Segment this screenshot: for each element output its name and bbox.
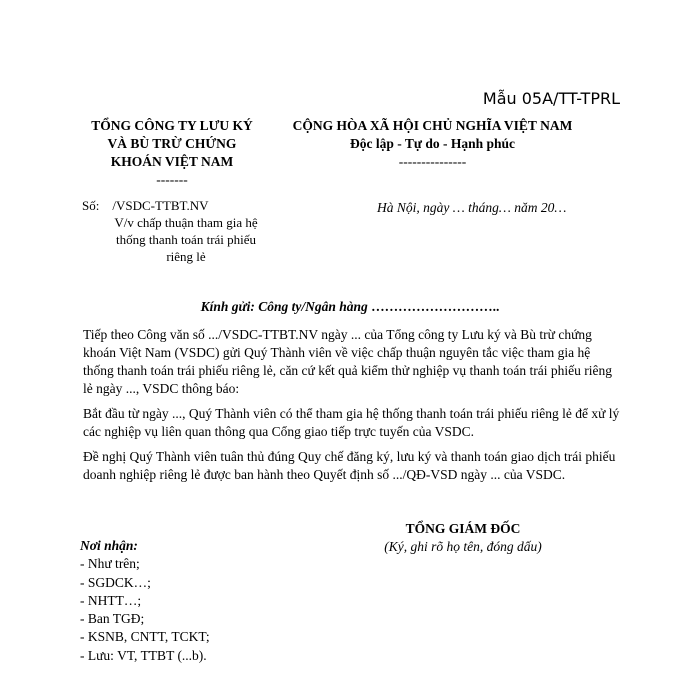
recipient-item: - NHTT…; (80, 592, 142, 608)
subject-line: riêng lẻ (166, 249, 206, 264)
organization-header (72, 117, 272, 189)
nation-separator: --------------- (398, 154, 467, 169)
organization-name-line: TỔNG CÔNG TY LƯU KÝ (91, 118, 253, 133)
subject-line: V/v chấp thuận tham gia hệ (114, 215, 258, 230)
nation-motto: Độc lập - Tự do - Hạnh phúc (349, 136, 516, 151)
recipient-item: - KSNB, CNTT, TCKT; (80, 629, 210, 645)
recipient-item: - Như trên; (80, 556, 140, 572)
salutation-label: Kính gửi: Công ty/Ngân hàng (200, 299, 368, 314)
letter-body (83, 326, 623, 491)
nation-title: CỘNG HÒA XÃ HỘI CHỦ NGHĨA VIỆT NAM (292, 118, 573, 133)
body-paragraph: Tiếp theo Công văn số .../VSDC-TTBT.NV ngày ... của Tổng công ty Lưu ký và Bù trừ chứng khoán Việt Nam (VSDC) gửi Quý Thành viên về việc chấp thuận nguyên tắc việc tham gia hệ thống thanh toán trái phiếu riêng lẻ, căn cứ kết quả kiểm thử nghiệp vụ thanh toán trái phiếu riêng lẻ ngày ..., VSDC thông báo: (83, 327, 612, 396)
recipient-item: - Ban TGĐ; (80, 611, 145, 627)
recipients-list (80, 537, 210, 665)
body-paragraph: Bắt đầu từ ngày ..., Quý Thành viên có thể tham gia hệ thống thanh toán trái phiếu riêng lẻ để xử lý các nghiệp vụ liên quan thông qua Cổng giao tiếp trực tuyến của VSDC. (83, 406, 620, 439)
signer-instruction: (Ký, ghi rõ họ tên, đóng dấu) (384, 539, 542, 554)
organization-separator: ------- (156, 172, 188, 187)
document-reference (70, 197, 280, 265)
document-number: Số: /VSDC-TTBT.NV (82, 198, 209, 213)
organization-name-line: KHOÁN VIỆT NAM (110, 154, 234, 169)
salutation-dots: ……………………….. (367, 299, 500, 314)
body-paragraph: Đề nghị Quý Thành viên tuân thủ đúng Quy chế đăng ký, lưu ký và thanh toán giao dịch trái phiếu doanh nghiệp riêng lẻ được ban hành theo Quyết định số .../QĐ-VSD ngày ... của VSDC. (83, 449, 616, 482)
date-line: Hà Nội, ngày … tháng… năm 20… (377, 200, 567, 215)
signer-title: TỔNG GIÁM ĐỐC (405, 521, 521, 536)
signature-block (358, 520, 568, 556)
salutation (0, 299, 700, 315)
national-header (270, 117, 595, 171)
organization-name-line: VÀ BÙ TRỪ CHỨNG (107, 136, 237, 151)
subject-line: thống thanh toán trái phiếu (115, 232, 257, 247)
form-code: Mẫu 05A/TT-TPRL (482, 89, 620, 108)
recipient-item: - SGDCK…; (80, 574, 151, 590)
recipients-heading: Nơi nhận: (80, 538, 138, 553)
recipient-item: - Lưu: VT, TTBT (...b). (80, 647, 207, 663)
